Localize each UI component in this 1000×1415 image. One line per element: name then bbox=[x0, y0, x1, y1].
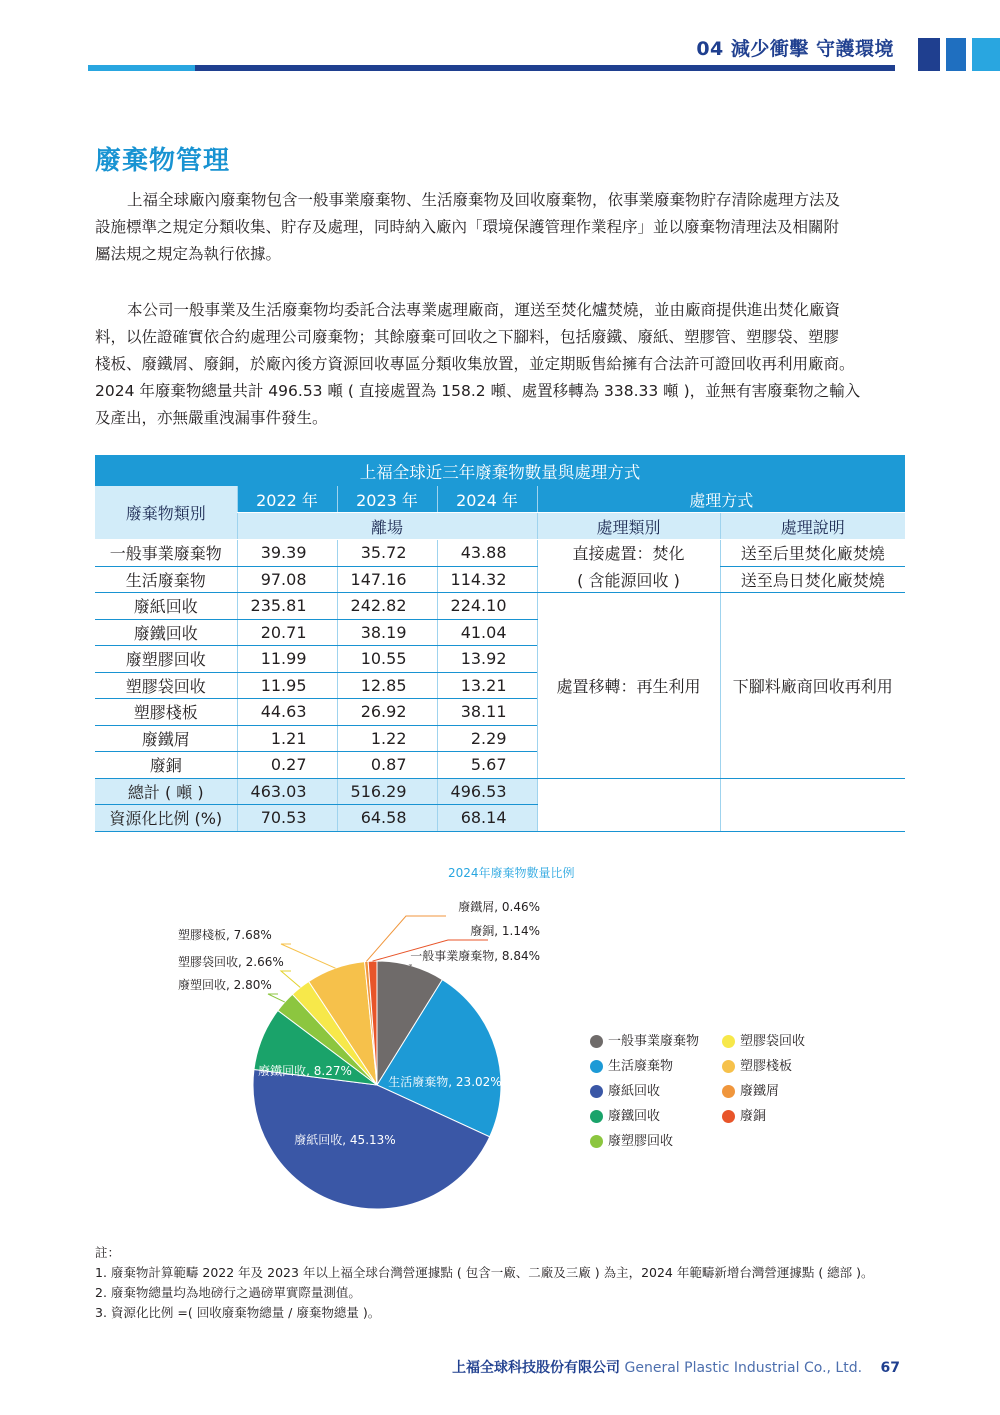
footer-company-en: General Plastic Industrial Co., Ltd. bbox=[624, 1360, 863, 1376]
cell-2023: 242.82 bbox=[337, 593, 437, 620]
method-direct-cell bbox=[537, 540, 720, 593]
cell-2022: 97.08 bbox=[237, 566, 337, 593]
cell-2024: 2.29 bbox=[437, 725, 537, 752]
pie-chart bbox=[0, 880, 1000, 1230]
cell-2024: 496.53 bbox=[437, 778, 537, 805]
paragraph-line: 設施標準之規定分類收集、貯存及處理，同時納入廠內「環境保護管理作業程序」並以廢棄物清理法及相關附 bbox=[95, 218, 840, 236]
cell-2024: 38.11 bbox=[437, 699, 537, 726]
legend-item bbox=[590, 1055, 673, 1074]
section-title: 廢棄物管理 bbox=[95, 146, 231, 176]
row-label: 塑膠棧板 bbox=[95, 699, 237, 726]
paragraph-line: 2024 年廢棄物總量共計 496.53 噸 ( 直接處置為 158.2 噸、處置移轉為 338.33 噸 )，並無有害廢棄物之輸入 bbox=[95, 382, 861, 400]
empty-cell bbox=[537, 778, 720, 831]
year-header-2024: 2024 年 bbox=[437, 486, 537, 513]
method-desc-header: 處理說明 bbox=[720, 513, 905, 540]
leader-line-6 bbox=[281, 944, 335, 968]
legend-label: 廢銅 bbox=[740, 1109, 767, 1124]
page-number: 67 bbox=[880, 1360, 900, 1376]
leader-line-4 bbox=[268, 994, 285, 1002]
legend-item bbox=[590, 1030, 699, 1049]
pie-label-6: 塑膠棧板, 7.68% bbox=[178, 928, 272, 942]
cell-2023: 147.16 bbox=[337, 566, 437, 593]
legend-label: 廢塑膠回收 bbox=[608, 1134, 674, 1149]
pie-label-4: 廢塑回收, 2.80% bbox=[178, 978, 272, 992]
header-block-1 bbox=[918, 38, 940, 71]
intro-paragraph bbox=[95, 187, 907, 268]
paragraph-line: 本公司一般事業及生活廢棄物均委託合法專業處理廠商，運送至焚化爐焚燒，並由廠商提供進出焚化廠資 bbox=[127, 301, 841, 319]
cell-2024: 224.10 bbox=[437, 593, 537, 620]
legend-item bbox=[590, 1080, 660, 1099]
cell-2024: 43.88 bbox=[437, 540, 537, 567]
table-row bbox=[95, 593, 905, 620]
row-label: 廢銅 bbox=[95, 752, 237, 779]
cell-2022: 44.63 bbox=[237, 699, 337, 726]
leader-line-5 bbox=[281, 971, 300, 988]
cell-2023: 64.58 bbox=[337, 805, 437, 832]
row-label: 一般事業廢棄物 bbox=[95, 540, 237, 567]
table-row bbox=[95, 540, 905, 567]
cell-2023: 0.87 bbox=[337, 752, 437, 779]
pie-label-1: 生活廢棄物, 23.02% bbox=[388, 1075, 502, 1089]
unit-header: 離場 bbox=[237, 513, 537, 540]
desc-direct-1: 送至后里焚化廠焚燒 bbox=[720, 540, 905, 567]
legend-swatch bbox=[590, 1110, 603, 1123]
pie-label-3: 廢鐵回收, 8.27% bbox=[258, 1064, 352, 1078]
empty-cell bbox=[720, 778, 905, 831]
table-caption: 上福全球近三年廢棄物數量與處理方式 bbox=[95, 455, 905, 486]
cell-2022: 20.71 bbox=[237, 619, 337, 646]
notes-heading: 註： bbox=[95, 1245, 121, 1260]
notes bbox=[95, 1243, 874, 1323]
cell-2024: 41.04 bbox=[437, 619, 537, 646]
legend-swatch bbox=[590, 1060, 603, 1073]
cell-2022: 11.99 bbox=[237, 646, 337, 673]
paragraph-line: 上福全球廠內廢棄物包含一般事業廢棄物、生活廢棄物及回收廢棄物，依事業廢棄物貯存清除處理方法及 bbox=[127, 191, 841, 209]
header-rule-accent bbox=[88, 65, 195, 71]
header-block-2 bbox=[946, 38, 966, 71]
paragraph-line: 料，以佐證確實依合約處理公司廢棄物；其餘廢棄可回收之下腳料，包括廢鐵、廢紙、塑膠管、塑膠袋、塑膠 bbox=[95, 328, 840, 346]
note-item: 1. 廢棄物計算範疇 2022 年及 2023 年以上福全球台灣營運據點 ( 包含一廠、二廠及三廠 ) 為主，2024 年範疇新增台灣營運據點 ( 總部 )。 bbox=[95, 1265, 874, 1280]
note-item: 3. 資源化比例 =( 回收廢棄物總量 / 廢棄物總量 )。 bbox=[95, 1305, 381, 1320]
pie-label-5: 塑膠袋回收, 2.66% bbox=[178, 955, 284, 969]
cell-2023: 12.85 bbox=[337, 672, 437, 699]
cell-2023: 26.92 bbox=[337, 699, 437, 726]
legend-swatch bbox=[590, 1035, 603, 1048]
desc-transfer: 下腳料廠商回收再利用 bbox=[720, 593, 905, 779]
cell-2022: 0.27 bbox=[237, 752, 337, 779]
legend-label: 塑膠袋回收 bbox=[740, 1034, 806, 1049]
cell-2022: 11.95 bbox=[237, 672, 337, 699]
pie-label-7: 廢鐵屑, 0.46% bbox=[458, 900, 540, 914]
pie-label-8: 廢銅, 1.14% bbox=[470, 924, 540, 938]
legend-item bbox=[590, 1130, 673, 1149]
cell-2024: 68.14 bbox=[437, 805, 537, 832]
header-rule bbox=[195, 65, 895, 71]
cell-2024: 5.67 bbox=[437, 752, 537, 779]
cell-2022: 70.53 bbox=[237, 805, 337, 832]
method-direct: 直接處置：焚化 bbox=[572, 544, 685, 563]
year-header-2023: 2023 年 bbox=[337, 486, 437, 513]
paragraph-line: 棧板、廢鐵屑、廢銅，於廠內後方資源回收專區分類收集放置，並定期販售給擁有合法許可證回收再利用廠商。 bbox=[95, 355, 855, 373]
header-block-3 bbox=[972, 38, 1000, 71]
cell-2023: 1.22 bbox=[337, 725, 437, 752]
method-transfer: 處置移轉：再生利用 bbox=[537, 593, 720, 779]
note-item: 2. 廢棄物總量均為地磅行之過磅單實際量測值。 bbox=[95, 1285, 361, 1300]
cell-2022: 39.39 bbox=[237, 540, 337, 567]
cell-2024: 13.21 bbox=[437, 672, 537, 699]
row-label: 廢塑膠回收 bbox=[95, 646, 237, 673]
row-label: 總計 ( 噸 ) bbox=[95, 778, 237, 805]
chapter-title: 04 減少衝擊 守護環境 bbox=[696, 38, 894, 60]
method-header: 處理方式 bbox=[537, 486, 905, 513]
cell-2022: 463.03 bbox=[237, 778, 337, 805]
legend-swatch bbox=[590, 1085, 603, 1098]
cell-2024: 114.32 bbox=[437, 566, 537, 593]
row-label: 廢鐵屑 bbox=[95, 725, 237, 752]
legend-label: 塑膠棧板 bbox=[740, 1059, 793, 1074]
legend-item bbox=[722, 1080, 779, 1099]
row-label: 資源化比例 (%) bbox=[95, 805, 237, 832]
legend-label: 廢紙回收 bbox=[608, 1084, 661, 1099]
row-label: 塑膠袋回收 bbox=[95, 672, 237, 699]
legend-item bbox=[722, 1055, 792, 1074]
pie-label-0: 一般事業廢棄物, 8.84% bbox=[410, 949, 540, 963]
pie-label-2: 廢紙回收, 45.13% bbox=[294, 1133, 396, 1147]
desc-direct-2: 送至烏日焚化廠焚燒 bbox=[720, 566, 905, 593]
cell-2022: 1.21 bbox=[237, 725, 337, 752]
row-label: 廢鐵回收 bbox=[95, 619, 237, 646]
row-label: 廢紙回收 bbox=[95, 593, 237, 620]
cell-2023: 516.29 bbox=[337, 778, 437, 805]
legend-swatch bbox=[722, 1035, 735, 1048]
paragraph-line: 及產出，亦無嚴重洩漏事件發生。 bbox=[95, 409, 328, 427]
legend-item bbox=[722, 1030, 805, 1049]
legend-label: 生活廢棄物 bbox=[608, 1059, 674, 1074]
legend-item bbox=[590, 1105, 660, 1124]
footer-company-cn: 上福全球科技股份有限公司 bbox=[452, 1360, 621, 1376]
waste-table bbox=[95, 455, 905, 832]
cell-2023: 38.19 bbox=[337, 619, 437, 646]
legend-swatch bbox=[590, 1135, 603, 1148]
disposal-paragraph bbox=[95, 297, 907, 432]
year-header-2022: 2022 年 bbox=[237, 486, 337, 513]
cell-2022: 235.81 bbox=[237, 593, 337, 620]
total-row bbox=[95, 778, 905, 805]
legend-swatch bbox=[722, 1110, 735, 1123]
cell-2024: 13.92 bbox=[437, 646, 537, 673]
legend-swatch bbox=[722, 1060, 735, 1073]
row-label: 生活廢棄物 bbox=[95, 566, 237, 593]
legend-item bbox=[722, 1105, 766, 1124]
chart-title: 2024年廢棄物數量比例 bbox=[448, 866, 575, 880]
cell-2023: 35.72 bbox=[337, 540, 437, 567]
legend-swatch bbox=[722, 1085, 735, 1098]
table-row bbox=[95, 566, 905, 593]
legend-label: 一般事業廢棄物 bbox=[608, 1034, 700, 1049]
method-type-header: 處理類別 bbox=[537, 513, 720, 540]
page-footer bbox=[452, 1357, 900, 1377]
category-header: 廢棄物類別 bbox=[95, 486, 237, 540]
cell-2023: 10.55 bbox=[337, 646, 437, 673]
paragraph-line: 屬法規之規定為執行依據。 bbox=[95, 245, 282, 263]
method-direct-sub: ( 含能源回收 ) bbox=[577, 571, 680, 590]
legend-label: 廢鐵回收 bbox=[608, 1109, 661, 1124]
legend-label: 廢鐵屑 bbox=[740, 1084, 780, 1099]
